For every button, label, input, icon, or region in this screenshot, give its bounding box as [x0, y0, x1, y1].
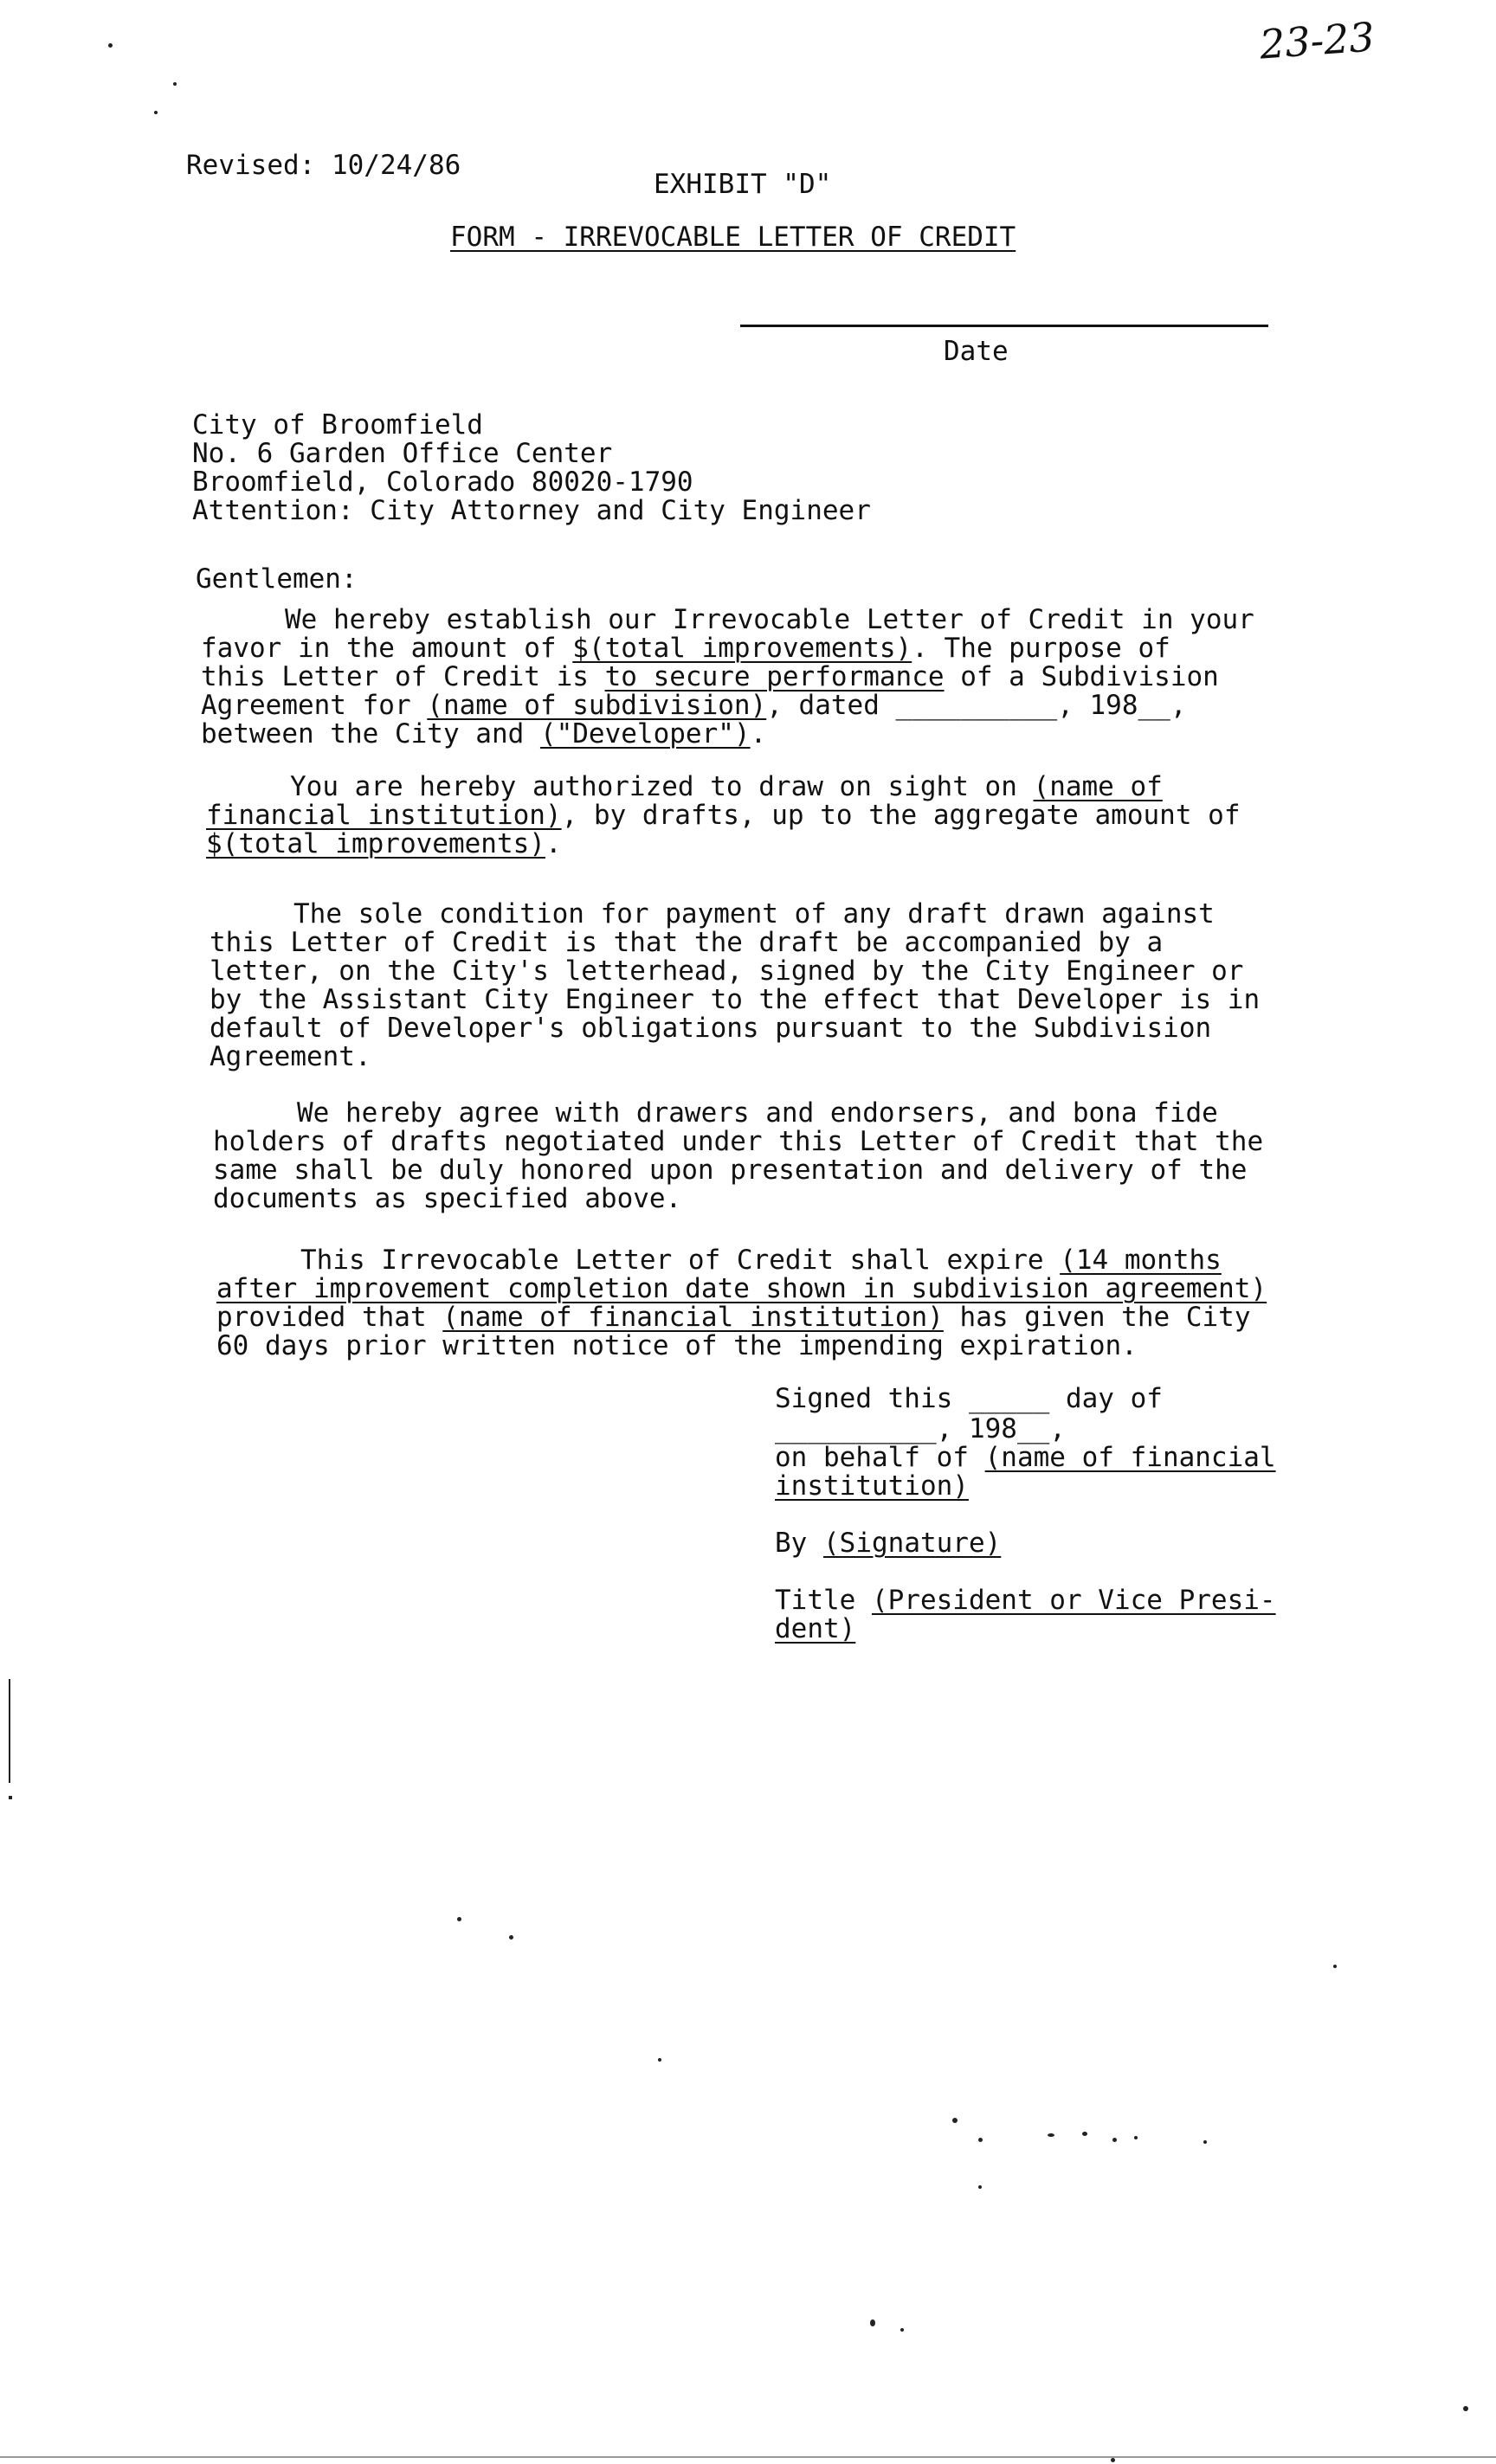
form-title: FORM - IRREVOCABLE LETTER OF CREDIT	[450, 222, 1016, 253]
p5-line-3a: provided that	[216, 1302, 443, 1333]
p5-line-1a: This Irrevocable Letter of Credit shall expire	[300, 1245, 1061, 1276]
field-institution-name: (name of financial	[984, 1442, 1276, 1473]
p4-line-1: We hereby agree with drawers and endorsers, and bona fide	[297, 1097, 1218, 1129]
field-total-improvements: $(total improvements)	[572, 633, 912, 664]
address-line-3: Broomfield, Colorado 80020-1790	[192, 466, 693, 498]
field-financial-institution-b: financial institution)	[206, 800, 562, 831]
address-block	[192, 411, 871, 525]
p3-line-5: default of Developer's obligations pursuant to the Subdivision	[210, 1013, 1212, 1044]
blank-day: _____	[968, 1383, 1050, 1414]
p1-line-4a: Agreement for	[201, 690, 428, 721]
paragraph-3	[210, 900, 1260, 1071]
p3-line-6: Agreement.	[210, 1041, 371, 1072]
field-signature: (Signature)	[823, 1528, 1002, 1559]
address-line-1: City of Broomfield	[192, 409, 483, 441]
blank-sign-year: __	[1016, 1413, 1050, 1444]
signature-block	[775, 1385, 1346, 1644]
p4-line-4: documents as specified above.	[213, 1183, 682, 1214]
day-of-label: day of	[1049, 1383, 1163, 1414]
paragraph-5	[216, 1246, 1267, 1361]
p5-line-4: 60 days prior written notice of the impending expiration.	[216, 1330, 1138, 1361]
p1-line-2a: favor in the amount of	[201, 633, 573, 664]
field-developer: ("Developer")	[539, 718, 751, 749]
field-expiration-a: (14 months	[1060, 1245, 1222, 1276]
bottom-scan-edge	[0, 2456, 1496, 2458]
field-institution-name-cont: institution)	[775, 1470, 969, 1502]
field-title-cont: dent)	[775, 1613, 856, 1644]
p2-line-3b: .	[545, 828, 562, 859]
p4-line-3: same shall be duly honored upon presentation and delivery of the	[213, 1155, 1248, 1186]
paragraph-2	[206, 773, 1240, 859]
year-comma: ,	[1049, 1413, 1066, 1444]
field-financial-institution-c: (name of financial institution)	[442, 1302, 944, 1333]
by-label: By	[775, 1528, 823, 1559]
date-line	[740, 325, 1268, 327]
p1-line-3c: of a Subdivision	[944, 661, 1219, 692]
p2-line-1a: You are hereby authorized to draw on sight on	[290, 771, 1034, 802]
page-number: 23-23	[1258, 13, 1377, 68]
p1-line-4c: , dated	[766, 690, 896, 721]
paragraph-4	[213, 1099, 1263, 1213]
p1-line-3a: this Letter of Credit is	[201, 661, 605, 692]
revised-date: Revised: 10/24/86	[186, 150, 461, 181]
paragraph-1	[201, 606, 1254, 749]
field-subdivision-name: (name of subdivision)	[427, 690, 767, 721]
p1-line-5c: .	[750, 718, 767, 749]
exhibit-label: EXHIBIT "D"	[654, 169, 832, 200]
on-behalf-label: on behalf of	[775, 1442, 985, 1473]
p1-line-4e: , 198	[1057, 690, 1138, 721]
p3-line-3: letter, on the City's letterhead, signed by the City Engineer or	[210, 955, 1244, 987]
p1-line-1: We hereby establish our Irrevocable Letter of Credit in your	[285, 604, 1254, 635]
blank-year: __	[1138, 690, 1170, 721]
p1-line-5a: between the City and	[201, 718, 540, 749]
date-label: Date	[944, 336, 1009, 367]
p3-line-4: by the Assistant City Engineer to the effect that Developer is in	[210, 984, 1261, 1015]
field-financial-institution-a: (name of	[1033, 771, 1163, 802]
p2-line-2b: , by drafts, up to the aggregate amount of	[561, 800, 1241, 831]
address-line-2: No. 6 Garden Office Center	[192, 438, 613, 469]
field-expiration-b: after improvement completion date shown in subdivision agreement)	[216, 1273, 1267, 1304]
address-attention: Attention: City Attorney and City Engineer	[192, 495, 871, 526]
field-title: (President or Vice Presi-	[871, 1585, 1276, 1616]
field-aggregate-amount: $(total improvements)	[206, 828, 545, 859]
p5-line-3c: has given the City	[943, 1302, 1251, 1333]
p3-line-2: this Letter of Credit is that the draft be accompanied by a	[210, 927, 1164, 958]
p1-line-2c: . The purpose of	[912, 633, 1170, 664]
blank-month: __________	[775, 1413, 937, 1444]
salutation: Gentlemen:	[196, 563, 358, 595]
signed-this-label: Signed this	[775, 1383, 969, 1414]
p1-line-4g: ,	[1170, 690, 1187, 721]
field-purpose: to secure performance	[604, 661, 945, 692]
title-label: Title	[775, 1585, 872, 1616]
blank-dated: __________	[895, 690, 1058, 721]
p3-line-1: The sole condition for payment of any draft drawn against	[293, 898, 1215, 930]
year-prefix: , 198	[936, 1413, 1017, 1444]
p4-line-2: holders of drafts negotiated under this Letter of Credit that the	[213, 1126, 1264, 1157]
